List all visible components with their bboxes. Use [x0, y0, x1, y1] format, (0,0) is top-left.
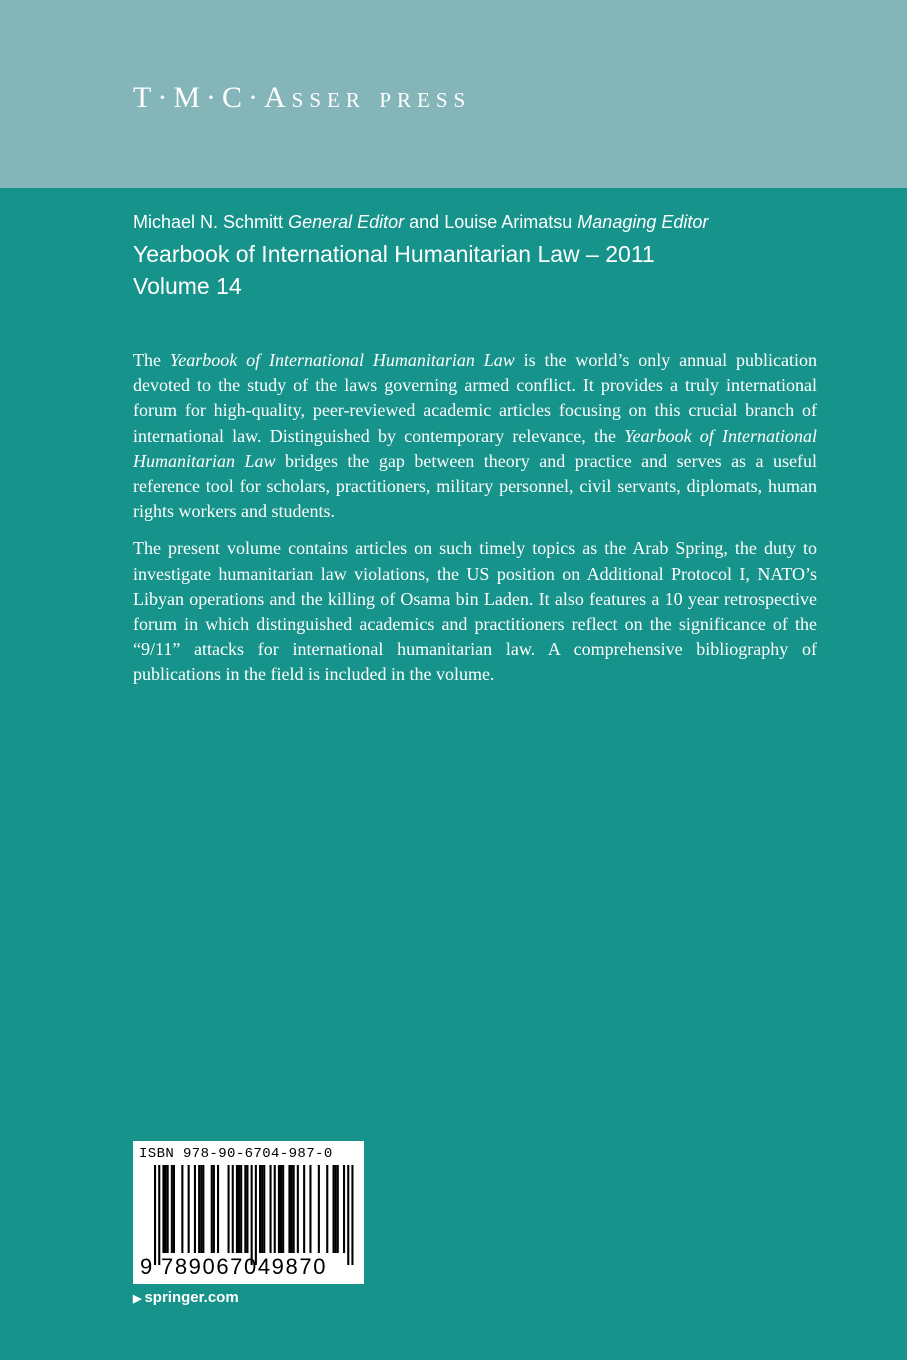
barcode-bar [333, 1165, 335, 1253]
editor-name: Michael N. Schmitt [133, 212, 284, 232]
barcode-bar [173, 1165, 175, 1253]
barcode-bar [278, 1165, 280, 1253]
barcode-bar [213, 1165, 215, 1253]
barcode-first-digit: 9 [140, 1254, 153, 1279]
website-link[interactable] [133, 1288, 239, 1309]
publisher-name: T·M·C·Asser press [133, 81, 472, 114]
barcode-bar [351, 1165, 353, 1265]
barcode-bar [211, 1165, 213, 1253]
barcode-bar [274, 1165, 276, 1253]
book-title [133, 238, 655, 302]
barcode-bar [291, 1165, 293, 1253]
editors-line [133, 210, 708, 234]
barcode-bar [200, 1165, 202, 1253]
barcode-bar [194, 1165, 196, 1253]
barcode-bar [232, 1165, 234, 1253]
barcode-bar [303, 1165, 305, 1253]
barcode-bar [343, 1165, 345, 1253]
barcode-bar [261, 1165, 263, 1253]
barcode-bar [259, 1165, 261, 1253]
barcode-bar [335, 1165, 337, 1253]
barcode-bar [181, 1165, 183, 1253]
barcode-bar [288, 1165, 290, 1253]
volume-label: Volume 14 [133, 273, 242, 299]
barcode-bar [246, 1165, 248, 1253]
barcode-bar [318, 1165, 320, 1253]
barcode-bar [337, 1165, 339, 1253]
barcode-bar [171, 1165, 173, 1253]
barcode-bar [154, 1165, 156, 1265]
barcode-bar [217, 1165, 219, 1253]
description [133, 348, 817, 700]
arrow-icon: ▶ [133, 1293, 142, 1305]
website-text: springer.com [144, 1289, 239, 1306]
barcode-bar [293, 1165, 295, 1253]
barcode-bar [309, 1165, 311, 1253]
barcode-bar [263, 1165, 265, 1253]
barcode-bar [282, 1165, 284, 1253]
barcode-bar [236, 1165, 238, 1253]
barcode-bar [202, 1165, 204, 1253]
barcode-bar [238, 1165, 240, 1253]
barcode-bar [198, 1165, 200, 1253]
barcode-bar [240, 1165, 242, 1253]
editor-role: General Editor [288, 212, 405, 232]
barcode-bar [270, 1165, 272, 1253]
barcode-bar [165, 1165, 167, 1253]
description-paragraph: The Yearbook of International Humanitarian Law is the world’s only annual publication devoted to the study of the laws governing armed conflict. It provides a truly international forum for high-quality, peer-reviewed academic articles focusing on this crucial branch of international law. Distinguished by contemporary relevance, the Yearbook of International Humanitarian Law bridges the gap between theory and practice and serves as a useful reference tool for scholars, practitioners, military personnel, civil servants, diplomats, human rights workers and students. [133, 350, 818, 522]
barcode-digits: 789067049870 [161, 1254, 328, 1279]
isbn-label: ISBN 978-90-6704-987-0 [139, 1146, 333, 1162]
isbn-barcode [133, 1141, 364, 1284]
barcode-bar [297, 1165, 299, 1253]
editor-name: Louise Arimatsu [444, 212, 573, 232]
barcode-bar [280, 1165, 282, 1253]
barcode-bar [326, 1165, 328, 1253]
barcode-bar [244, 1165, 246, 1253]
barcode-bar [228, 1165, 230, 1253]
description-paragraph: The present volume contains articles on such timely topics as the Arab Spring, the duty to investigate humanitarian law violations, the US position on Additional Protocol I, NATO’s Libyan operations and the killing of Osama bin Laden. It also features a 10 year retrospective forum in which distinguished academics and practitioners reflect on the significance of the “9/11” attacks for international humanitarian law. A comprehensive bibliography of publications in the field is included in the volume. [133, 538, 817, 685]
barcode-bar [347, 1165, 349, 1265]
barcode-bar [188, 1165, 190, 1253]
barcode-bar [251, 1165, 253, 1265]
barcode-bar [255, 1165, 257, 1265]
barcode-bar [167, 1165, 169, 1253]
barcode-bar [158, 1165, 160, 1265]
editor-role: Managing Editor [577, 212, 709, 232]
barcode-bar [162, 1165, 164, 1253]
book-title-line: Yearbook of International Humanitarian Law – 2011 [133, 241, 655, 267]
editor-conjunction: and [409, 212, 440, 232]
